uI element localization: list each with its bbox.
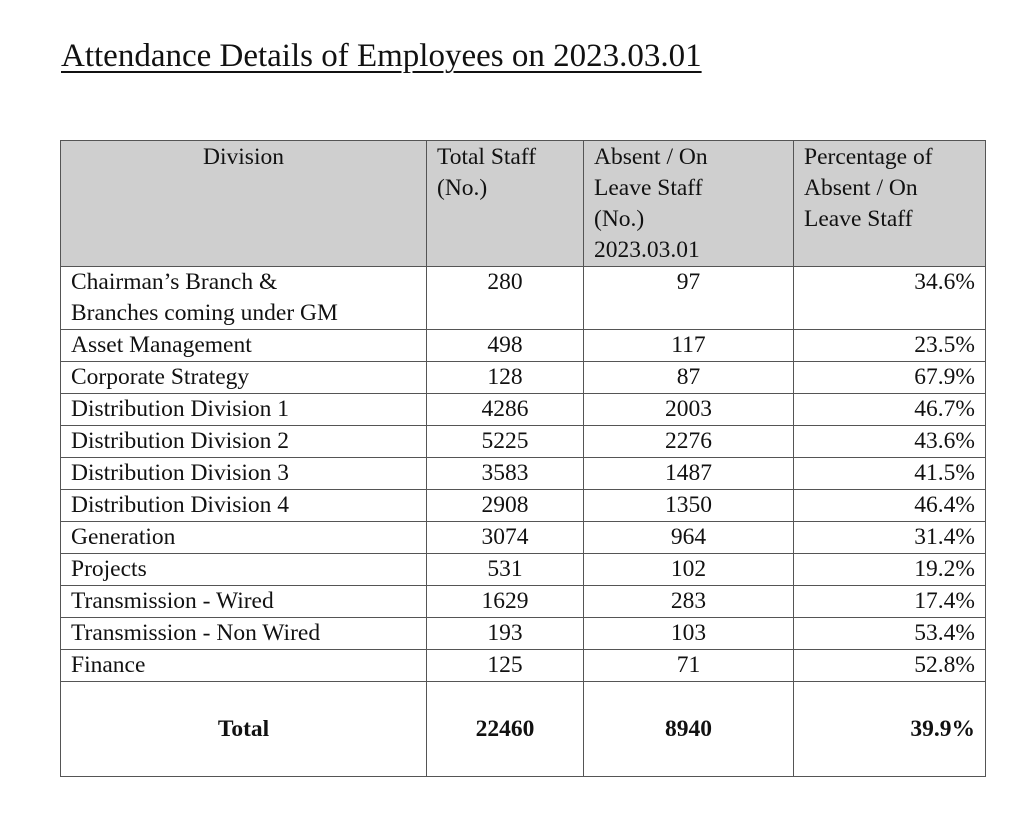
header-total-staff-line: (No.) <box>437 175 488 201</box>
division-cell <box>61 490 427 522</box>
division-name: Asset Management <box>71 332 252 358</box>
table-header <box>61 141 986 267</box>
total-staff-cell: 193 <box>427 618 584 650</box>
header-total-staff <box>427 141 584 267</box>
absent-staff-cell: 2003 <box>584 394 794 426</box>
table-row <box>61 490 986 522</box>
division-name: Distribution Division 3 <box>71 460 290 486</box>
header-percentage-line: Absent / On <box>804 175 918 201</box>
header-absent-line: Leave Staff <box>594 175 703 201</box>
percentage-cell: 41.5% <box>794 458 986 490</box>
header-absent-line: 2023.03.01 <box>594 237 700 263</box>
total-staff-cell: 531 <box>427 554 584 586</box>
division-name: Finance <box>71 652 146 678</box>
total-staff-cell: 498 <box>427 330 584 362</box>
header-absent-line: (No.) <box>594 206 645 232</box>
header-percentage-line: Leave Staff <box>804 206 913 232</box>
division-cell <box>61 458 427 490</box>
absent-staff-cell: 283 <box>584 586 794 618</box>
division-cell <box>61 330 427 362</box>
percentage-cell: 53.4% <box>794 618 986 650</box>
division-cell <box>61 426 427 458</box>
division-name: Distribution Division 2 <box>71 428 290 454</box>
percentage-cell: 31.4% <box>794 522 986 554</box>
division-cell <box>61 650 427 682</box>
percentage-cell: 46.4% <box>794 490 986 522</box>
document-title: Attendance Details of Employees on 2023.03.01 <box>61 38 702 74</box>
header-row <box>61 141 986 267</box>
absent-staff-cell: 87 <box>584 362 794 394</box>
absent-staff-cell: 1487 <box>584 458 794 490</box>
division-name: Chairman’s Branch & <box>71 269 278 295</box>
absent-staff-cell: 103 <box>584 618 794 650</box>
header-division <box>61 141 427 267</box>
table-row <box>61 362 986 394</box>
total-staff-cell: 1629 <box>427 586 584 618</box>
total-staff-sum: 22460 <box>427 682 584 777</box>
percentage-cell: 67.9% <box>794 362 986 394</box>
attendance-table <box>60 140 986 777</box>
absent-staff-cell: 964 <box>584 522 794 554</box>
total-staff-cell: 5225 <box>427 426 584 458</box>
header-absent-staff <box>584 141 794 267</box>
header-division-label: Division <box>203 144 284 170</box>
division-cell <box>61 618 427 650</box>
absent-staff-cell: 1350 <box>584 490 794 522</box>
total-staff-cell: 2908 <box>427 490 584 522</box>
division-cell <box>61 394 427 426</box>
table-row <box>61 618 986 650</box>
header-percentage <box>794 141 986 267</box>
division-name: Branches coming under GM <box>71 300 338 326</box>
division-name: Transmission - Non Wired <box>71 620 321 646</box>
percentage-cell: 34.6% <box>794 267 986 330</box>
total-staff-cell: 280 <box>427 267 584 330</box>
total-absent-sum: 8940 <box>584 682 794 777</box>
table-row <box>61 394 986 426</box>
total-staff-cell: 3583 <box>427 458 584 490</box>
division-name: Distribution Division 4 <box>71 492 290 518</box>
division-cell <box>61 267 427 330</box>
total-staff-cell: 3074 <box>427 522 584 554</box>
division-cell <box>61 362 427 394</box>
division-name: Generation <box>71 524 176 550</box>
division-name: Transmission - Wired <box>71 588 274 614</box>
percentage-cell: 52.8% <box>794 650 986 682</box>
division-name: Projects <box>71 556 147 582</box>
division-cell <box>61 554 427 586</box>
division-cell <box>61 586 427 618</box>
division-name: Distribution Division 1 <box>71 396 290 422</box>
table-row <box>61 426 986 458</box>
absent-staff-cell: 117 <box>584 330 794 362</box>
table-row <box>61 650 986 682</box>
division-name: Corporate Strategy <box>71 364 250 390</box>
table-row <box>61 522 986 554</box>
table-row <box>61 267 986 330</box>
total-percentage: 39.9% <box>794 682 986 777</box>
table-row <box>61 330 986 362</box>
total-label: Total <box>61 682 427 777</box>
table-row <box>61 458 986 490</box>
percentage-cell: 23.5% <box>794 330 986 362</box>
table-row <box>61 554 986 586</box>
header-total-staff-line: Total Staff <box>437 144 537 170</box>
absent-staff-cell: 71 <box>584 650 794 682</box>
percentage-cell: 46.7% <box>794 394 986 426</box>
table-body <box>61 267 986 777</box>
percentage-cell: 19.2% <box>794 554 986 586</box>
total-staff-cell: 125 <box>427 650 584 682</box>
percentage-cell: 17.4% <box>794 586 986 618</box>
table-row <box>61 586 986 618</box>
total-staff-cell: 4286 <box>427 394 584 426</box>
division-cell <box>61 522 427 554</box>
absent-staff-cell: 2276 <box>584 426 794 458</box>
absent-staff-cell: 97 <box>584 267 794 330</box>
absent-staff-cell: 102 <box>584 554 794 586</box>
header-absent-line: Absent / On <box>594 144 708 170</box>
total-staff-cell: 128 <box>427 362 584 394</box>
percentage-cell: 43.6% <box>794 426 986 458</box>
total-row <box>61 682 986 777</box>
header-percentage-line: Percentage of <box>804 144 933 170</box>
